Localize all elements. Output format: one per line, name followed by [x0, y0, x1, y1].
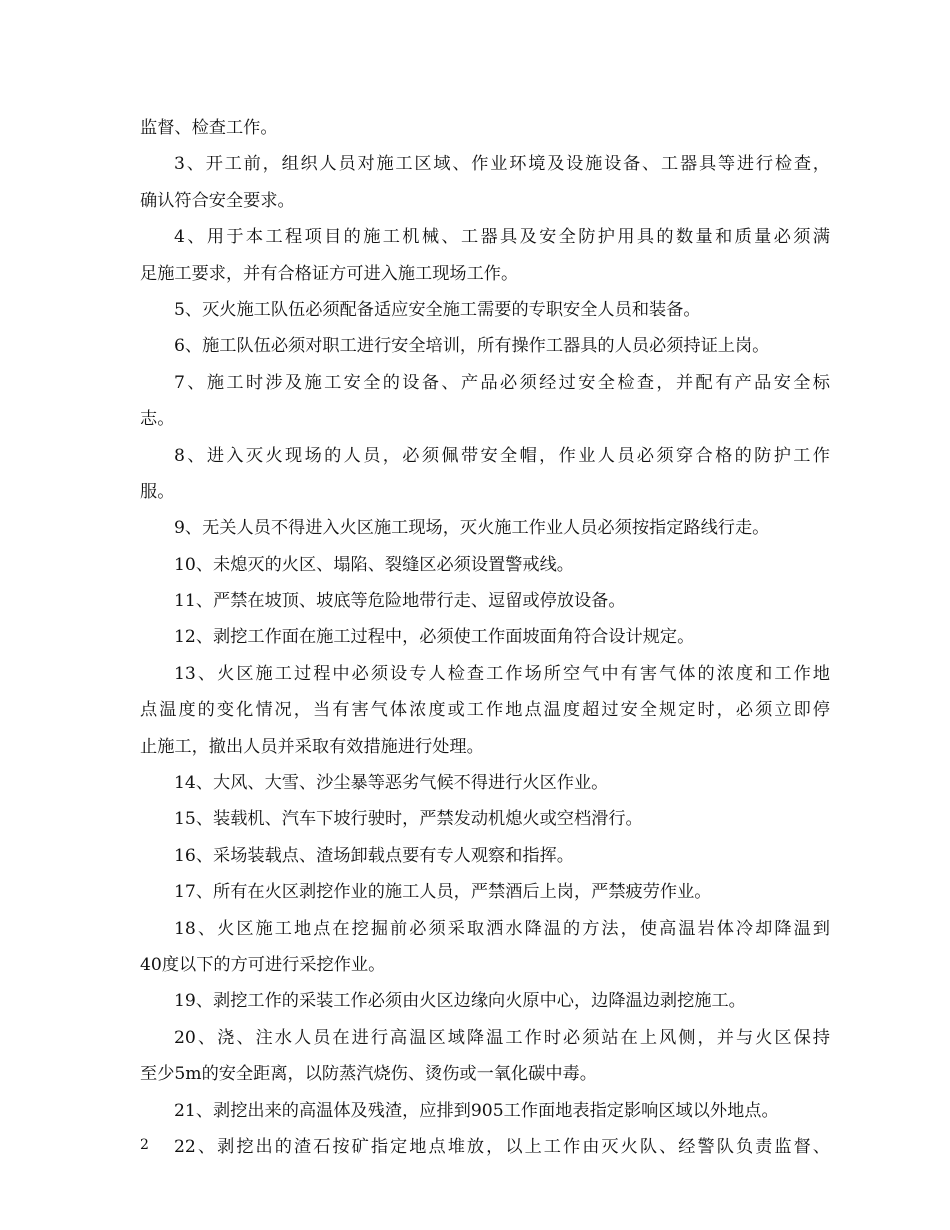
- text-line: 3、开工前，组织人员对施工区域、作业环境及设施设备、工器具等进行检查，: [174, 154, 830, 175]
- text-line: 19、剥挖工作的采装工作必须由火区边缘向火原中心，边降温边剥挖施工。: [174, 991, 746, 1012]
- text-line: 14、大风、大雪、沙尘暴等恶劣气候不得进行火区作业。: [174, 773, 609, 794]
- text-line: 8、进入灭火现场的人员，必须佩带安全帽，作业人员必须穿合格的防护工作: [174, 445, 830, 466]
- text-line: 15、装载机、汽车下坡行驶时，严禁发动机熄火或空档滑行。: [174, 809, 643, 830]
- text-line: 7、施工时涉及施工安全的设备、产品必须经过安全检查，并配有产品安全标: [174, 372, 830, 393]
- text-line: 22、剥挖出的渣石按矿指定地点堆放，以上工作由灭火队、经警队负责监督、: [174, 1136, 830, 1157]
- document-body: [140, 110, 830, 1165]
- text-line: 21、剥挖出来的高温体及残渣，应排到905工作面地表指定影响区域以外地点。: [174, 1100, 779, 1121]
- text-line: 止施工，撤出人员并采取有效措施进行处理。: [140, 736, 484, 757]
- text-line: 确认符合安全要求。: [140, 190, 295, 211]
- page-number: 2: [140, 1137, 149, 1153]
- text-line: 13、火区施工过程中必须设专人检查工作场所空气中有害气体的浓度和工作地: [174, 663, 830, 684]
- text-line: 5、灭火施工队伍必须配备适应安全施工需要的专职安全人员和装备。: [174, 299, 701, 320]
- text-line: 6、施工队伍必须对职工进行安全培训，所有操作工器具的人员必须持证上岗。: [174, 336, 770, 357]
- text-line: 12、剥挖工作面在施工过程中，必须使工作面坡面角符合设计规定。: [174, 627, 695, 648]
- text-line: 服。: [140, 481, 175, 502]
- text-line: 志。: [140, 409, 175, 430]
- text-line: 40度以下的方可进行采挖作业。: [140, 954, 386, 975]
- text-line: 至少5m的安全距离，以防蒸汽烧伤、烫伤或一氧化碳中毒。: [140, 1064, 597, 1085]
- text-line: 4、用于本工程项目的施工机械、工器具及安全防护用具的数量和质量必须满: [174, 227, 830, 248]
- text-line: 监督、检查工作。: [140, 118, 278, 138]
- text-line: 11、严禁在坡顶、坡底等危险地带行走、逗留或停放设备。: [174, 591, 626, 612]
- text-line: 18、火区施工地点在挖掘前必须采取洒水降温的方法，使高温岩体冷却降温到: [174, 918, 830, 939]
- text-line: 10、未熄灭的火区、塌陷、裂缝区必须设置警戒线。: [174, 554, 574, 575]
- text-line: 20、浇、注水人员在进行高温区域降温工作时必须站在上风侧，并与火区保持: [174, 1027, 830, 1048]
- text-line: 17、所有在火区剥挖作业的施工人员，严禁酒后上岗，严禁疲劳作业。: [174, 882, 712, 903]
- text-line: 足施工要求，并有合格证方可进入施工现场工作。: [140, 263, 519, 284]
- text-line: 9、无关人员不得进入火区施工现场，灭火施工作业人员必须按指定路线行走。: [174, 518, 770, 539]
- text-line: 16、采场装载点、渣场卸载点要有专人观察和指挥。: [174, 845, 574, 866]
- text-line: 点温度的变化情况，当有害气体浓度或工作地点温度超过安全规定时，必须立即停: [140, 700, 830, 721]
